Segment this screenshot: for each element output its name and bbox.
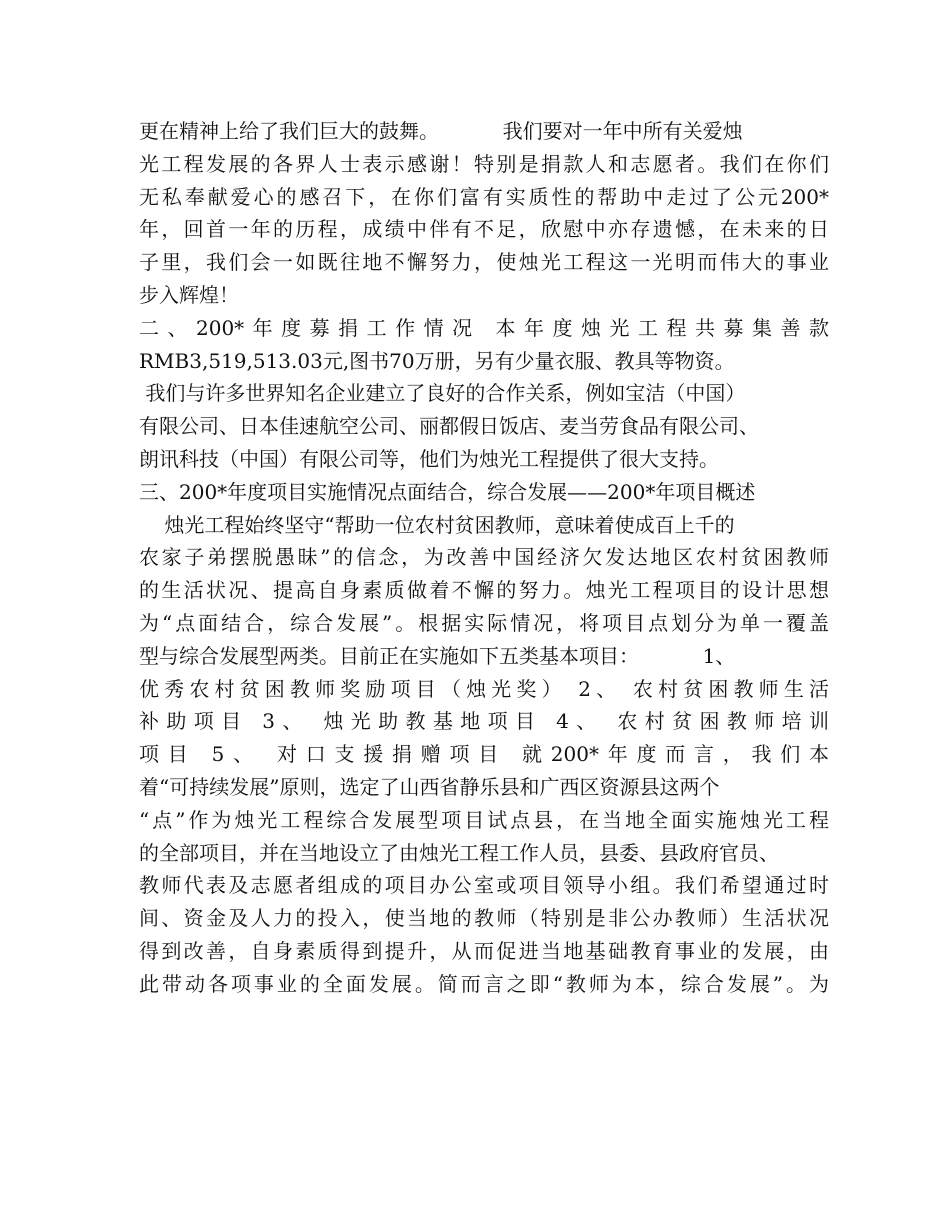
text-line: 年，回首一年的历程，成绩中伴有不足，欣慰中亦存遗憾，在未来的日 xyxy=(139,217,829,242)
text-line: “点”作为烛光工程综合发展型项目试点县，在当地全面实施烛光工程 xyxy=(139,807,829,832)
text-line: 农家子弟摆脱愚昧”的信念，为改善中国经济欠发达地区农村贫困教师 xyxy=(139,545,829,570)
text-line: 补助项目 3、 烛光助教基地项目 4、 农村贫困教师培训 xyxy=(139,709,829,734)
document-body xyxy=(139,115,829,1001)
text-line: 型与综合发展型两类。目前正在实施如下五类基本项目： 1、 xyxy=(139,643,736,668)
text-line: 为“点面结合，综合发展”。根据实际情况，将项目点划分为单一覆盖 xyxy=(139,610,829,635)
text-line: 二、200*年度募捐工作情况 本年度烛光工程共募集善款 xyxy=(139,315,829,340)
text-line: 子里，我们会一如既往地不懈努力，使烛光工程这一光明而伟大的事业 xyxy=(139,250,829,275)
text-line: 此带动各项事业的全面发展。简而言之即“教师为本，综合发展”。为 xyxy=(139,971,829,996)
text-line: 的生活状况、提高自身素质做着不懈的努力。烛光工程项目的设计思想 xyxy=(139,578,829,603)
text-line: 三、200*年度项目实施情况点面结合，综合发展——200*年项目概述 xyxy=(139,479,756,504)
text-line: 得到改善，自身素质得到提升，从而促进当地基础教育事业的发展，由 xyxy=(139,938,829,963)
text-line: 着“可持续发展”原则，选定了山西省静乐县和广西区资源县这两个 xyxy=(139,774,720,799)
text-line: 有限公司、日本佳速航空公司、丽都假日饭店、麦当劳食品有限公司、 xyxy=(139,414,759,439)
text-line: RMB3,519,513.03元,图书70万册，另有少量衣服、教具等物资。 xyxy=(139,348,735,373)
text-line: 光工程发展的各界人士表示感谢！特别是捐款人和志愿者。我们在你们 xyxy=(139,151,829,176)
text-line: 我们与许多世界知名企业建立了良好的合作关系，例如宝洁（中国） xyxy=(139,381,746,406)
text-line: 朗讯科技（中国）有限公司等，他们为烛光工程提供了很大支持。 xyxy=(139,446,719,471)
text-line: 项目 5、 对口支援捐赠项目 就200*年度而言，我们本 xyxy=(139,742,829,767)
text-line: 步入辉煌！ xyxy=(139,282,239,307)
text-line: 更在精神上给了我们巨大的鼓舞。 我们要对一年中所有关爱烛 xyxy=(139,119,743,143)
text-line: 教师代表及志愿者组成的项目办公室或项目领导小组。我们希望通过时 xyxy=(139,873,829,898)
text-line: 烛光工程始终坚守“帮助一位农村贫困教师，意味着使成百上千的 xyxy=(139,512,735,537)
text-line: 间、资金及人力的投入，使当地的教师（特别是非公办教师）生活状况 xyxy=(139,906,829,931)
text-line: 的全部项目，并在当地设立了由烛光工程工作人员，县委、县政府官员、 xyxy=(139,840,779,865)
text-line: 优秀农村贫困教师奖励项目（烛光奖） 2、 农村贫困教师生活 xyxy=(139,676,829,701)
text-line: 无私奉献爱心的感召下，在你们富有实质性的帮助中走过了公元200* xyxy=(139,184,829,209)
